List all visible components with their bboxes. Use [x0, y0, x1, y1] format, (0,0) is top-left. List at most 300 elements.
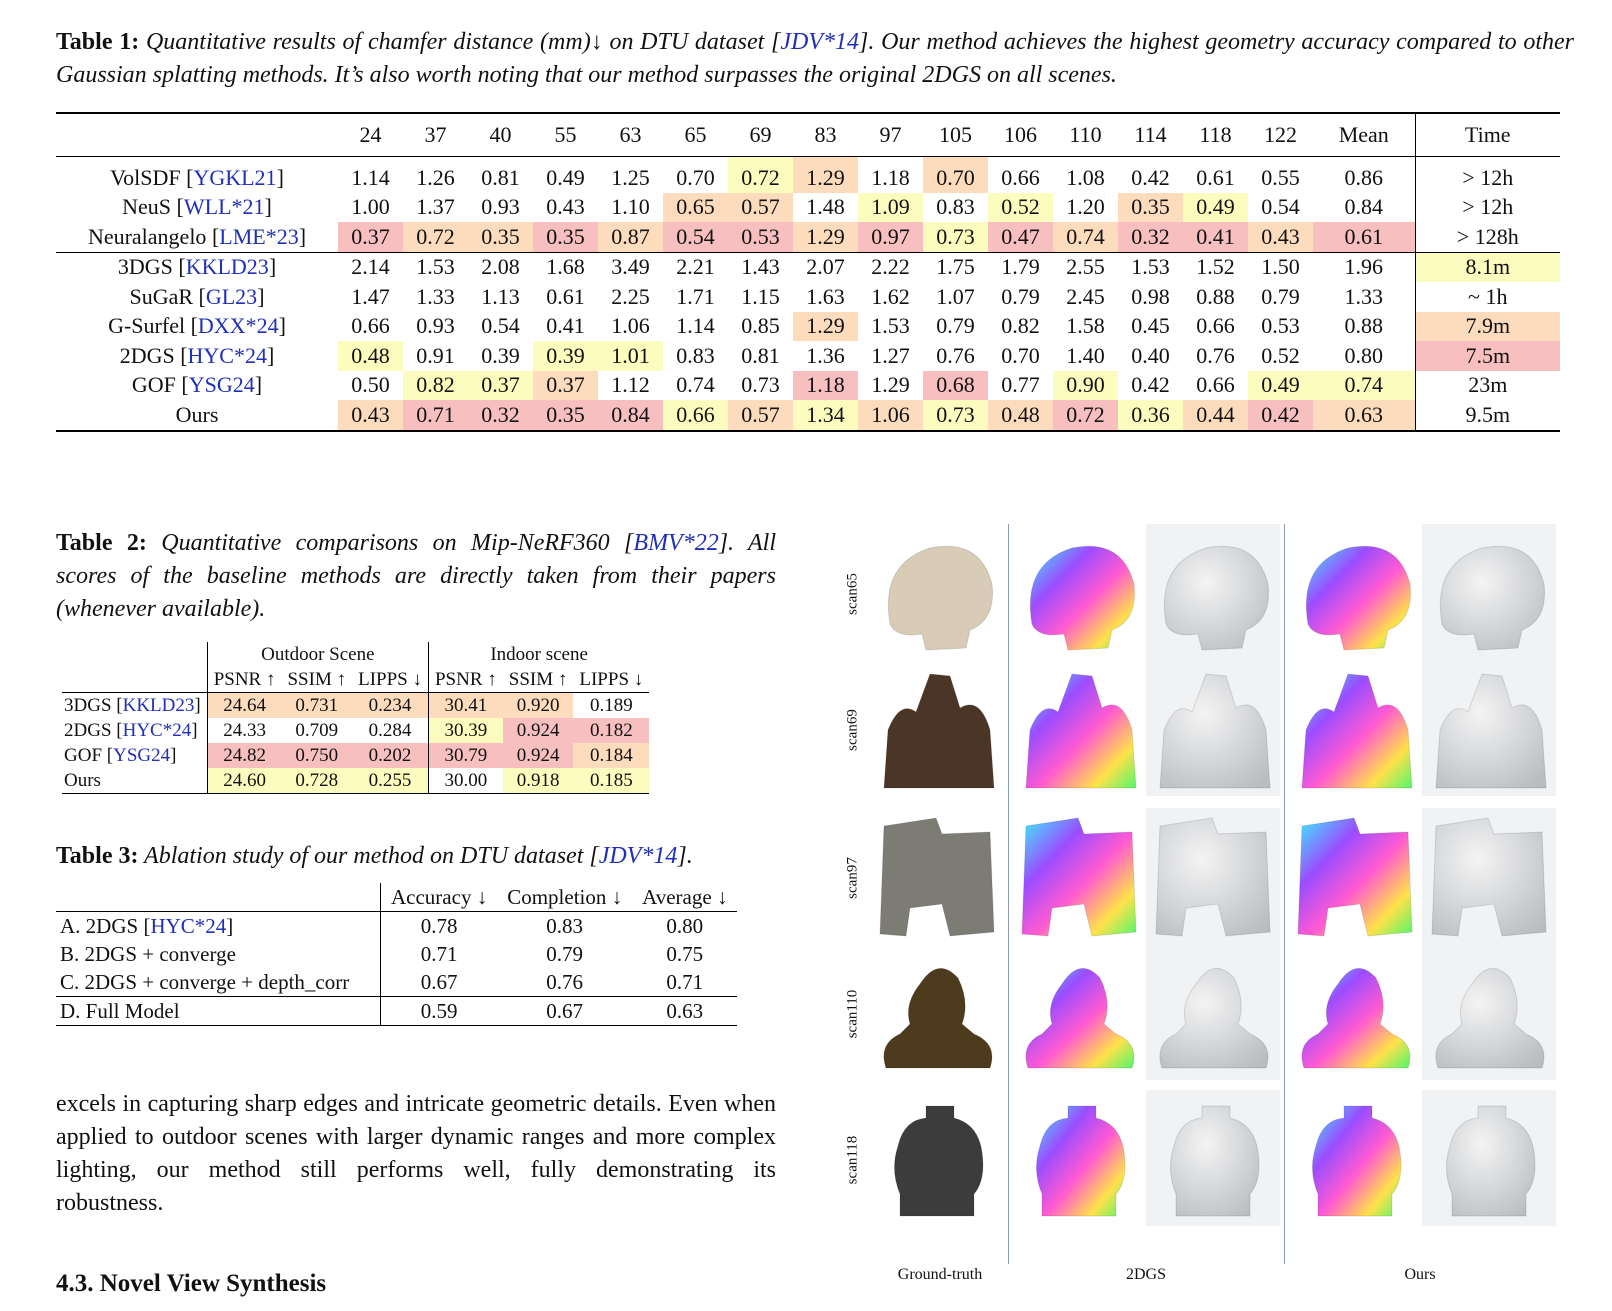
table1-value-cell: 0.83 [936, 194, 975, 220]
table3-value-cell: 0.71 [381, 940, 498, 968]
normal-map-render [1288, 660, 1422, 796]
table2-metric-header: LIPPS ↓ [358, 668, 422, 690]
table2-metric-header: SSIM ↑ [508, 668, 568, 690]
table1-value-cell: 0.87 [598, 222, 663, 252]
table2-value-cell: 30.00 [428, 768, 502, 794]
cite-link[interactable]: KKLD23 [185, 254, 269, 280]
table1-value-cell: 9.5m [1415, 400, 1560, 431]
mesh-render [1146, 1090, 1280, 1226]
table1-value-cell: 0.42 [1131, 164, 1170, 190]
table1-value-cell: 0.88 [1344, 313, 1383, 339]
table1-value-cell: 0.80 [1344, 342, 1383, 368]
table1-col-header: 37 [424, 122, 447, 147]
table1-value-cell: 1.29 [793, 222, 858, 252]
table1-value-cell: > 12h [1415, 157, 1560, 193]
table1-value-cell: 0.53 [728, 222, 793, 252]
table1-col-header: 63 [619, 122, 642, 147]
table2-method-cell: 3DGS [KKLD23] [64, 694, 201, 716]
figure-row-label: scan69 [844, 709, 861, 751]
table3-ablation [56, 883, 737, 1026]
table2-value-cell: 0.924 [503, 743, 574, 768]
table1-value-cell: 1.52 [1196, 254, 1235, 280]
table1-chamfer-distance [56, 112, 1560, 432]
method-name: Ours [64, 769, 101, 791]
table1-value-cell: 1.50 [1261, 254, 1300, 280]
table1-value-cell: 0.74 [1313, 371, 1415, 401]
table1-value-cell: > 128h [1415, 222, 1560, 252]
table1-value-cell: 0.66 [351, 313, 390, 339]
table1-value-cell: 0.97 [858, 222, 923, 252]
table3-method-cell [56, 997, 381, 1026]
table2-value-cell: 30.41 [428, 693, 502, 719]
mesh-render [1422, 660, 1556, 796]
table3-col-header: Average ↓ [642, 884, 728, 909]
body-paragraph: excels in capturing sharp edges and intricate geometric details. Even when applied to outdoor scenes with larger dynamic ranges and more complex lighting, our method still performs well, fully demonstrating its robustness. [56, 1091, 776, 1216]
table2-value-cell: 0.920 [503, 693, 574, 719]
method-name: GOF [64, 744, 103, 766]
table1-value-cell: 0.82 [1001, 313, 1040, 339]
method-name: VolSDF [110, 164, 181, 190]
mesh-render [1422, 808, 1556, 944]
table1-value-cell: 0.54 [663, 222, 728, 252]
table1-value-cell: 0.54 [481, 313, 520, 339]
table1-value-cell: 0.52 [1261, 342, 1300, 368]
table1-value-cell: 0.72 [403, 222, 468, 252]
table1-value-cell: 0.61 [1196, 164, 1235, 190]
table1-value-cell: 0.41 [546, 313, 585, 339]
table1-row [56, 312, 1560, 342]
figure-row-label: scan110 [844, 989, 861, 1039]
table1-row [56, 282, 1560, 312]
table1-value-cell: 0.57 [728, 400, 793, 431]
table1-value-cell: 1.53 [1131, 254, 1170, 280]
table1-value-cell: 0.65 [663, 193, 728, 223]
table3-value-cell: 0.75 [666, 941, 704, 966]
table2-value-cell: 0.202 [352, 743, 428, 768]
table1-value-cell: 2.21 [676, 254, 715, 280]
table1-row [56, 222, 1560, 252]
table1-corner [56, 113, 338, 157]
method-name: Neuralangelo [87, 223, 207, 249]
col-label-ground-truth: Ground-truth [897, 1266, 983, 1283]
table3-row [56, 968, 737, 997]
table2-caption: Table 2: Quantitative comparisons on Mip-NeRF360 [BMV*22]. All scores of the baseline methods are directly taken from their papers (whenever available). [56, 530, 777, 622]
table1-value-cell: 0.49 [546, 164, 585, 190]
table2-value-cell: 30.79 [428, 743, 502, 768]
table1-value-cell: 1.33 [1344, 283, 1383, 309]
table1-value-cell: 8.1m [1415, 252, 1560, 282]
table1-value-cell: 0.93 [416, 313, 455, 339]
table1-value-cell: 0.36 [1118, 400, 1183, 431]
table1-value-cell: 0.43 [338, 400, 403, 431]
table1-value-cell: 0.49 [1248, 371, 1313, 401]
table1-row [56, 193, 1560, 223]
table1-value-cell: 1.10 [611, 194, 650, 220]
table1-value-cell: 0.84 [1344, 194, 1383, 220]
table2-row [62, 718, 649, 743]
table1-value-cell: 0.71 [403, 400, 468, 431]
table1-value-cell: 0.70 [676, 164, 715, 190]
normal-map-render [1012, 524, 1146, 660]
table1-value-cell: 1.18 [871, 164, 910, 190]
cite-link[interactable]: BMV*22 [633, 530, 719, 556]
table1-value-cell: 1.29 [793, 157, 858, 193]
table1-method-cell: VolSDF [YGKL21] [110, 164, 284, 190]
mesh-render [1146, 524, 1280, 660]
table1-row [56, 252, 1560, 282]
table1-value-cell: 0.73 [923, 222, 988, 252]
table2-row [62, 768, 649, 794]
table1-value-cell: 0.40 [1131, 342, 1170, 368]
table1-value-cell: 1.09 [858, 193, 923, 223]
table1-method-cell: 3DGS [KKLD23] [117, 254, 277, 280]
table2-value-cell: 0.750 [281, 743, 352, 768]
table1-value-cell: 1.26 [416, 164, 455, 190]
table2-group-outdoor: Outdoor Scene [207, 642, 428, 667]
table1-value-cell: 0.74 [1053, 222, 1118, 252]
ground-truth-image [870, 808, 1004, 944]
table2-value-cell: 0.182 [573, 718, 649, 743]
table1-value-cell: 0.83 [676, 342, 715, 368]
table1-value-cell: 0.79 [1001, 283, 1040, 309]
method-name: A. 2DGS [60, 913, 139, 938]
table1-value-cell: 1.25 [611, 164, 650, 190]
table2-metric-header: SSIM ↑ [287, 668, 347, 690]
table1-value-cell: 1.36 [806, 342, 845, 368]
table1-value-cell: 0.47 [988, 222, 1053, 252]
table1-col-header: 55 [554, 122, 577, 147]
table1-col-header: Time [1415, 113, 1560, 157]
cite-link[interactable]: DXX*24 [197, 313, 279, 339]
table3-row [56, 997, 737, 1026]
normal-map-render [1012, 808, 1146, 944]
table1-value-cell: 1.96 [1344, 254, 1383, 280]
table1-value-cell: 0.98 [1131, 283, 1170, 309]
table1-value-cell: 0.90 [1053, 371, 1118, 401]
table1-value-cell: 7.9m [1415, 312, 1560, 342]
table3-value-cell: 0.80 [666, 913, 704, 938]
table1-value-cell: 0.37 [533, 371, 598, 401]
section-heading: 4.3. Novel View Synthesis [56, 1270, 327, 1297]
table2-group-row [62, 642, 649, 667]
table1-value-cell: ~ 1h [1415, 282, 1560, 312]
table1-value-cell: 1.63 [806, 283, 845, 309]
table1-row [56, 157, 1560, 193]
table2-value-cell: 24.82 [207, 743, 281, 768]
table1-value-cell: 0.43 [546, 194, 585, 220]
table2-value-cell: 0.185 [573, 768, 649, 794]
table3-method-cell [56, 968, 381, 997]
table1-value-cell: 0.52 [988, 193, 1053, 223]
table1-value-cell: 0.53 [1261, 313, 1300, 339]
table3-method-cell: A. 2DGS [HYC*24] [60, 913, 234, 938]
normal-map-render [1288, 524, 1422, 660]
table1-value-cell: 0.79 [936, 313, 975, 339]
normal-map-render [1012, 944, 1146, 1080]
table1-value-cell: 2.07 [806, 254, 845, 280]
table1-value-cell: 1.12 [611, 372, 650, 398]
table1-value-cell: 0.49 [1183, 193, 1248, 223]
table1-value-cell: 1.14 [676, 313, 715, 339]
table2-value-cell: 0.284 [368, 719, 412, 741]
mesh-render [1422, 1090, 1556, 1226]
table3-value-cell: 0.59 [381, 997, 498, 1026]
cite-link[interactable]: WLL*21 [183, 194, 265, 220]
table3-method-cell [56, 940, 381, 968]
table1-value-cell: 7.5m [1415, 341, 1560, 371]
table1-method-cell: SuGaR [GL23] [129, 283, 265, 309]
table1-value-cell: 23m [1415, 371, 1560, 401]
table1-value-cell: 0.44 [1183, 400, 1248, 431]
table1-value-cell: 1.01 [598, 341, 663, 371]
table2-value-cell: 24.33 [207, 718, 281, 743]
method-name: D. Full Model [60, 998, 180, 1023]
table1-value-cell: 0.66 [1196, 372, 1235, 398]
cite-link[interactable]: GL23 [205, 283, 258, 309]
normal-map-render [1012, 1090, 1146, 1226]
cite-link[interactable]: YSG24 [113, 744, 171, 766]
cite-link[interactable]: LME*23 [219, 223, 299, 249]
table3-caption: Table 3: Ablation study of our method on DTU dataset [JDV*14]. [56, 843, 693, 869]
table3-value-cell: 0.79 [546, 941, 584, 966]
table2-value-cell: 24.64 [207, 693, 281, 719]
ground-truth-image [870, 944, 1004, 1080]
table1-value-cell: 1.68 [546, 254, 585, 280]
table1-col-header: 118 [1199, 122, 1232, 147]
table1-value-cell: 1.75 [936, 254, 975, 280]
table1-row [56, 341, 1560, 371]
table1-col-header: 24 [359, 122, 382, 147]
cite-link[interactable]: HYC*24 [122, 719, 192, 741]
table1-value-cell: 2.22 [871, 254, 910, 280]
table2-row [62, 743, 649, 768]
table1-value-cell: 0.70 [923, 157, 988, 193]
table1-value-cell: 0.50 [351, 372, 390, 398]
table1-value-cell: 0.88 [1196, 283, 1235, 309]
table1-value-cell: 0.42 [1248, 400, 1313, 431]
table1-value-cell: 1.37 [416, 194, 455, 220]
table1-method-cell: 2DGS [HYC*24] [119, 342, 275, 368]
table1-value-cell: 2.45 [1066, 283, 1105, 309]
table1-value-cell: 0.32 [468, 400, 533, 431]
table2-value-cell: 24.60 [207, 768, 281, 794]
figure-row-label: scan118 [844, 1135, 861, 1185]
table1-value-cell: 1.18 [793, 371, 858, 401]
table1-method-cell [56, 400, 338, 431]
table1-col-header: 106 [1004, 122, 1037, 147]
table1-col-header: 105 [939, 122, 972, 147]
table1-value-cell: 0.76 [936, 342, 975, 368]
table1-value-cell: 0.37 [468, 371, 533, 401]
table1-value-cell: 0.66 [1196, 313, 1235, 339]
table1-value-cell: 1.53 [416, 254, 455, 280]
table3-col-header: Accuracy ↓ [381, 883, 498, 912]
table1-value-cell: 2.25 [611, 283, 650, 309]
table3-value-cell: 0.67 [546, 998, 584, 1023]
table1-method-cell: NeuS [WLL*21] [122, 194, 272, 220]
table2-value-cell: 0.918 [503, 768, 574, 794]
table1-col-header: 110 [1069, 122, 1102, 147]
table1-value-cell: 0.91 [416, 342, 455, 368]
table1-col-header: 69 [749, 122, 772, 147]
table1-value-cell: 0.48 [338, 341, 403, 371]
table1-value-cell: 0.32 [1118, 222, 1183, 252]
table1-caption: Table 1: Quantitative results of chamfer distance (mm)↓ on DTU dataset [JDV*14]. Our method achieves the highest geometry accuracy compared to other Gaussian splatting methods. It’s also worth noting that our method surpasses the original 2DGS on all scenes. [56, 29, 1575, 88]
table1-value-cell: 0.55 [1261, 164, 1300, 190]
table1-value-cell: 0.86 [1344, 164, 1383, 190]
table1-value-cell: 1.06 [858, 400, 923, 431]
table1-value-cell: 0.54 [1261, 194, 1300, 220]
cite-link[interactable]: HYC*24 [187, 342, 267, 368]
table2-value-cell: 0.709 [295, 719, 339, 741]
table2-value-cell: 30.39 [428, 718, 502, 743]
table1-value-cell: 0.39 [481, 342, 520, 368]
cite-link[interactable]: YGKL21 [193, 164, 277, 190]
table1-value-cell: 1.29 [793, 312, 858, 342]
table1-value-cell: 1.71 [676, 283, 715, 309]
table3-value-cell: 0.71 [666, 969, 704, 994]
method-name: GOF [131, 372, 176, 398]
table1-value-cell: 0.76 [1196, 342, 1235, 368]
table1-method-cell: Neuralangelo [LME*23] [87, 223, 307, 249]
method-name: 3DGS [64, 694, 112, 716]
table1-value-cell: 0.93 [481, 194, 520, 220]
cite-link[interactable]: JDV*14 [780, 29, 860, 55]
method-name: C. 2DGS + converge + depth_corr [60, 969, 350, 994]
table2-value-cell: 0.184 [573, 743, 649, 768]
table1-value-cell: 0.70 [1001, 342, 1040, 368]
table1-value-cell: 0.61 [1313, 222, 1415, 252]
cite-link[interactable]: HYC*24 [150, 913, 227, 938]
table1-col-header: 114 [1134, 122, 1167, 147]
table1-col-header: Mean [1338, 122, 1389, 147]
mesh-render [1422, 524, 1556, 660]
table1-value-cell: 0.74 [676, 372, 715, 398]
table1-value-cell: 0.81 [741, 342, 780, 368]
method-name: 2DGS [119, 342, 175, 368]
table1-value-cell: 0.35 [468, 222, 533, 252]
table1-row [56, 400, 1560, 431]
table3-row [56, 940, 737, 968]
table2-metric-row [62, 667, 649, 693]
table2-metric-header: PSNR ↑ [428, 667, 502, 693]
table1-value-cell: 1.43 [741, 254, 780, 280]
table1-method-cell: GOF [YSG24] [131, 372, 263, 398]
table1-value-cell: 0.35 [1118, 193, 1183, 223]
table1-value-cell: 1.15 [741, 283, 780, 309]
method-name: 2DGS [64, 719, 112, 741]
table1-value-cell: 0.73 [923, 400, 988, 431]
table1-col-header: 83 [814, 122, 837, 147]
table2-method-cell: 2DGS [HYC*24] [64, 719, 198, 741]
table1-value-cell: 1.14 [351, 164, 390, 190]
cite-link[interactable]: KKLD23 [122, 694, 195, 716]
table1-value-cell: 0.84 [598, 400, 663, 431]
method-name: SuGaR [129, 283, 194, 309]
table1-value-cell: 0.63 [1313, 400, 1415, 431]
table1-value-cell: 1.06 [611, 313, 650, 339]
table1-col-header: 122 [1264, 122, 1297, 147]
table1-value-cell: > 12h [1415, 193, 1560, 223]
method-name: Ours [175, 401, 219, 427]
table1-value-cell: 0.39 [533, 341, 598, 371]
table3-value-cell: 0.78 [381, 912, 498, 941]
table1-value-cell: 3.49 [611, 254, 650, 280]
table3-value-cell: 0.63 [666, 998, 704, 1023]
table1-value-cell: 1.27 [871, 342, 910, 368]
mesh-render [1146, 808, 1280, 944]
table1-value-cell: 0.48 [988, 400, 1053, 431]
col-label-2dgs: 2DGS [1125, 1266, 1167, 1283]
table2-metric-header: LIPPS ↓ [579, 668, 644, 690]
table1-value-cell: 1.00 [351, 194, 390, 220]
table1-col-header: 97 [879, 122, 902, 147]
figure-divider [1008, 524, 1009, 1264]
table1-value-cell: 0.85 [741, 313, 780, 339]
table1-value-cell: 0.68 [923, 371, 988, 401]
table1-value-cell: 1.29 [871, 372, 910, 398]
table1-value-cell: 0.35 [533, 222, 598, 252]
table3-value-cell: 0.83 [546, 913, 584, 938]
method-name: 3DGS [117, 254, 173, 280]
table1-value-cell: 1.34 [793, 400, 858, 431]
figure-divider [1284, 524, 1285, 1264]
table3-value-cell: 0.76 [546, 969, 584, 994]
method-name: NeuS [122, 194, 172, 220]
table1-value-cell: 0.66 [1001, 164, 1040, 190]
table2-value-cell: 0.189 [589, 694, 633, 716]
table1-value-cell: 0.37 [338, 222, 403, 252]
table1-value-cell: 0.35 [533, 400, 598, 431]
table1-value-cell: 0.43 [1248, 222, 1313, 252]
cite-link[interactable]: JDV*14 [598, 843, 678, 869]
normal-map-render [1288, 944, 1422, 1080]
table1-header-row [56, 113, 1560, 157]
table1-value-cell: 1.62 [871, 283, 910, 309]
ground-truth-image [870, 1090, 1004, 1226]
figure-row-label: scan65 [844, 573, 861, 615]
table1-col-header: 40 [489, 122, 512, 147]
table1-value-cell: 0.82 [403, 371, 468, 401]
table1-value-cell: 1.58 [1066, 313, 1105, 339]
table2-value-cell: 0.234 [352, 693, 428, 719]
table1-value-cell: 1.33 [416, 283, 455, 309]
table2-method-cell: GOF [YSG24] [64, 744, 177, 766]
table1-value-cell: 0.66 [663, 400, 728, 431]
table1-value-cell: 0.41 [1183, 222, 1248, 252]
table1-value-cell: 1.07 [936, 283, 975, 309]
table1-value-cell: 2.14 [351, 254, 390, 280]
mesh-render [1146, 944, 1280, 1080]
table3-row [56, 912, 737, 941]
table1-value-cell: 0.77 [1001, 372, 1040, 398]
table1-value-cell: 1.13 [481, 283, 520, 309]
table2-value-cell: 0.924 [503, 718, 574, 743]
table1-value-cell: 1.48 [806, 194, 845, 220]
table1-value-cell: 0.73 [741, 372, 780, 398]
table3-value-cell: 0.67 [381, 968, 498, 997]
normal-map-render [1288, 1090, 1422, 1226]
table1-value-cell: 0.61 [546, 283, 585, 309]
cite-link[interactable]: YSG24 [188, 372, 255, 398]
ground-truth-image [870, 524, 1004, 660]
table3-col-header: Completion ↓ [507, 884, 623, 909]
table1-value-cell: 1.08 [1066, 164, 1105, 190]
table2-value-cell: 0.728 [281, 768, 352, 794]
table1-value-cell: 1.53 [871, 313, 910, 339]
table1-value-cell: 1.79 [1001, 254, 1040, 280]
normal-map-render [1288, 808, 1422, 944]
